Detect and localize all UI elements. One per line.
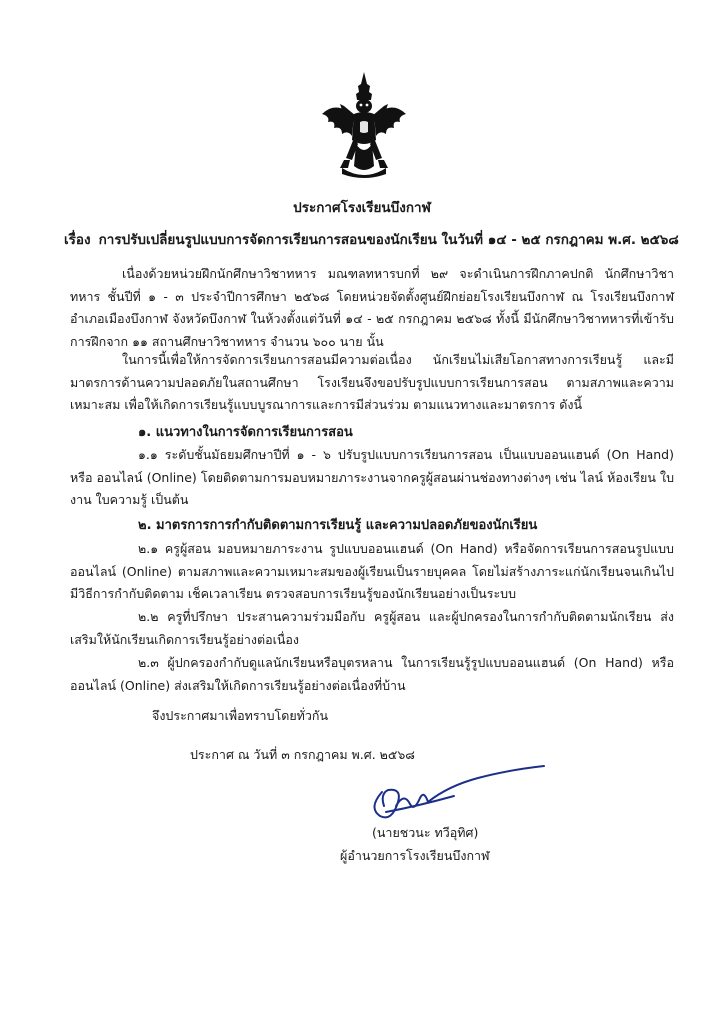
announcement-subject bbox=[64, 228, 679, 250]
garuda-emblem bbox=[316, 70, 412, 182]
paragraph-purpose: ในการนี้เพื่อให้การจัดการเรียนการสอนมีความต่อเนื่อง นักเรียนไม่เสียโอกาสทางการเรียนรู้ และมีมาตรการด้านความปลอดภัยในสถานศึกษา โรงเรียนจึงขอปรับรูปแบบการเรียนการสอน ตามสภาพและความเหมาะสม เพื่อให้เกิดการเรียนรู้แบบบูรณาการและการมีส่วนร่วม ตามแนวทางและมาตรการ ดังนี้ bbox=[70, 352, 674, 412]
subject-label: เรื่อง bbox=[64, 232, 91, 248]
section-1-1-text: ๑.๑ ระดับชั้นมัธยมศึกษาปีที่ ๑ - ๖ ปรับรูปแบบการเรียนการสอน เป็นแบบออนแฮนด์ (On Hand) หรือ ออนไลน์ (Online) โดยติดตามการมอบหมายภาระงานจากครูผู้สอนผ่านช่องทางต่างๆ เช่น ไลน์ ห้องเรียน ใบงาน ใบความรู้ เป็นต้น bbox=[70, 447, 674, 507]
signatory-title: ผู้อำนวยการโรงเรียนบึงกาฬ bbox=[340, 848, 490, 863]
closing-statement: จึงประกาศมาเพื่อทราบโดยทั่วกัน bbox=[152, 708, 329, 723]
section-2-2-text: ๒.๒ ครูที่ปรึกษา ประสานความร่วมมือกับ ครูผู้สอน และผู้ปกครองในการกำกับติดตามนักเรียน ส่งเสริมให้นักเรียนเกิดการเรียนรู้อย่างต่อเนื่อง bbox=[70, 609, 674, 647]
subject-text: การปรับเปลี่ยนรูปแบบการจัดการเรียนการสอนของนักเรียน ในวันที่ ๑๔ - ๒๕ กรกฎาคม พ.ศ. ๒๕๖๘ bbox=[98, 232, 679, 248]
announcement-date: ประกาศ ณ วันที่ ๓ กรกฎาคม พ.ศ. ๒๕๖๘ bbox=[190, 747, 415, 762]
handwritten-signature bbox=[358, 762, 558, 828]
announcement-title: ประกาศโรงเรียนบึงกาฬ bbox=[293, 200, 431, 216]
signatory-name: (นายชวนะ ทวีอุทิศ) bbox=[372, 825, 479, 840]
section-2-heading: ๒. มาตรการการกำกับติดตามการเรียนรู้ และความปลอดภัยของนักเรียน bbox=[138, 518, 538, 533]
section-1-heading: ๑. แนวทางในการจัดการเรียนการสอน bbox=[138, 425, 353, 440]
section-2-1-text: ๒.๑ ครูผู้สอน มอบหมายภาระงาน รูปแบบออนแฮนด์ (On Hand) หรือจัดการเรียนการสอนรูปแบบ ออนไลน์ (Online) ตามสภาพและความเหมาะสมของผู้เรียนเป็นรายบุคคล โดยไม่สร้างภาระแก่นักเรียนจนเกินไป มีวิธีการกำกับติดตาม เช็คเวลาเรียน ตรวจสอบการเรียนรู้ของนักเรียนอย่างเป็นระบบ bbox=[70, 541, 674, 601]
section-2-3-text: ๒.๓ ผู้ปกครองกำกับดูแลนักเรียนหรือบุตรหลาน ในการเรียนรู้รูปแบบออนแฮนด์ (On Hand) หรือ ออนไลน์ (Online) ส่งเสริมให้เกิดการเรียนรู้อย่างต่อเนื่องที่บ้าน bbox=[70, 655, 674, 693]
paragraph-background: เนื่องด้วยหน่วยฝึกนักศึกษาวิชาทหาร มณฑลทหารบกที่ ๒๙ จะดำเนินการฝึกภาคปกติ นักศึกษาวิชาทหาร ชั้นปีที่ ๑ - ๓ ประจำปีการศึกษา ๒๕๖๘ โดยหน่วยจัดตั้งศูนย์ฝึกย่อยโรงเรียนบึงกาฬ ณ โรงเรียนบึงกาฬ อำเภอเมืองบึงกาฬ จังหวัดบึงกาฬ ในห้วงตั้งแต่วันที่ ๑๔ - ๒๕ กรกฎาคม ๒๕๖๘ ทั้งนี้ มีนักศึกษาวิชาทหารที่เข้ารับการฝึกจาก ๑๑ สถานศึกษาวิชาทหาร จำนวน ๖๐๐ นาย นั้น bbox=[70, 266, 674, 349]
